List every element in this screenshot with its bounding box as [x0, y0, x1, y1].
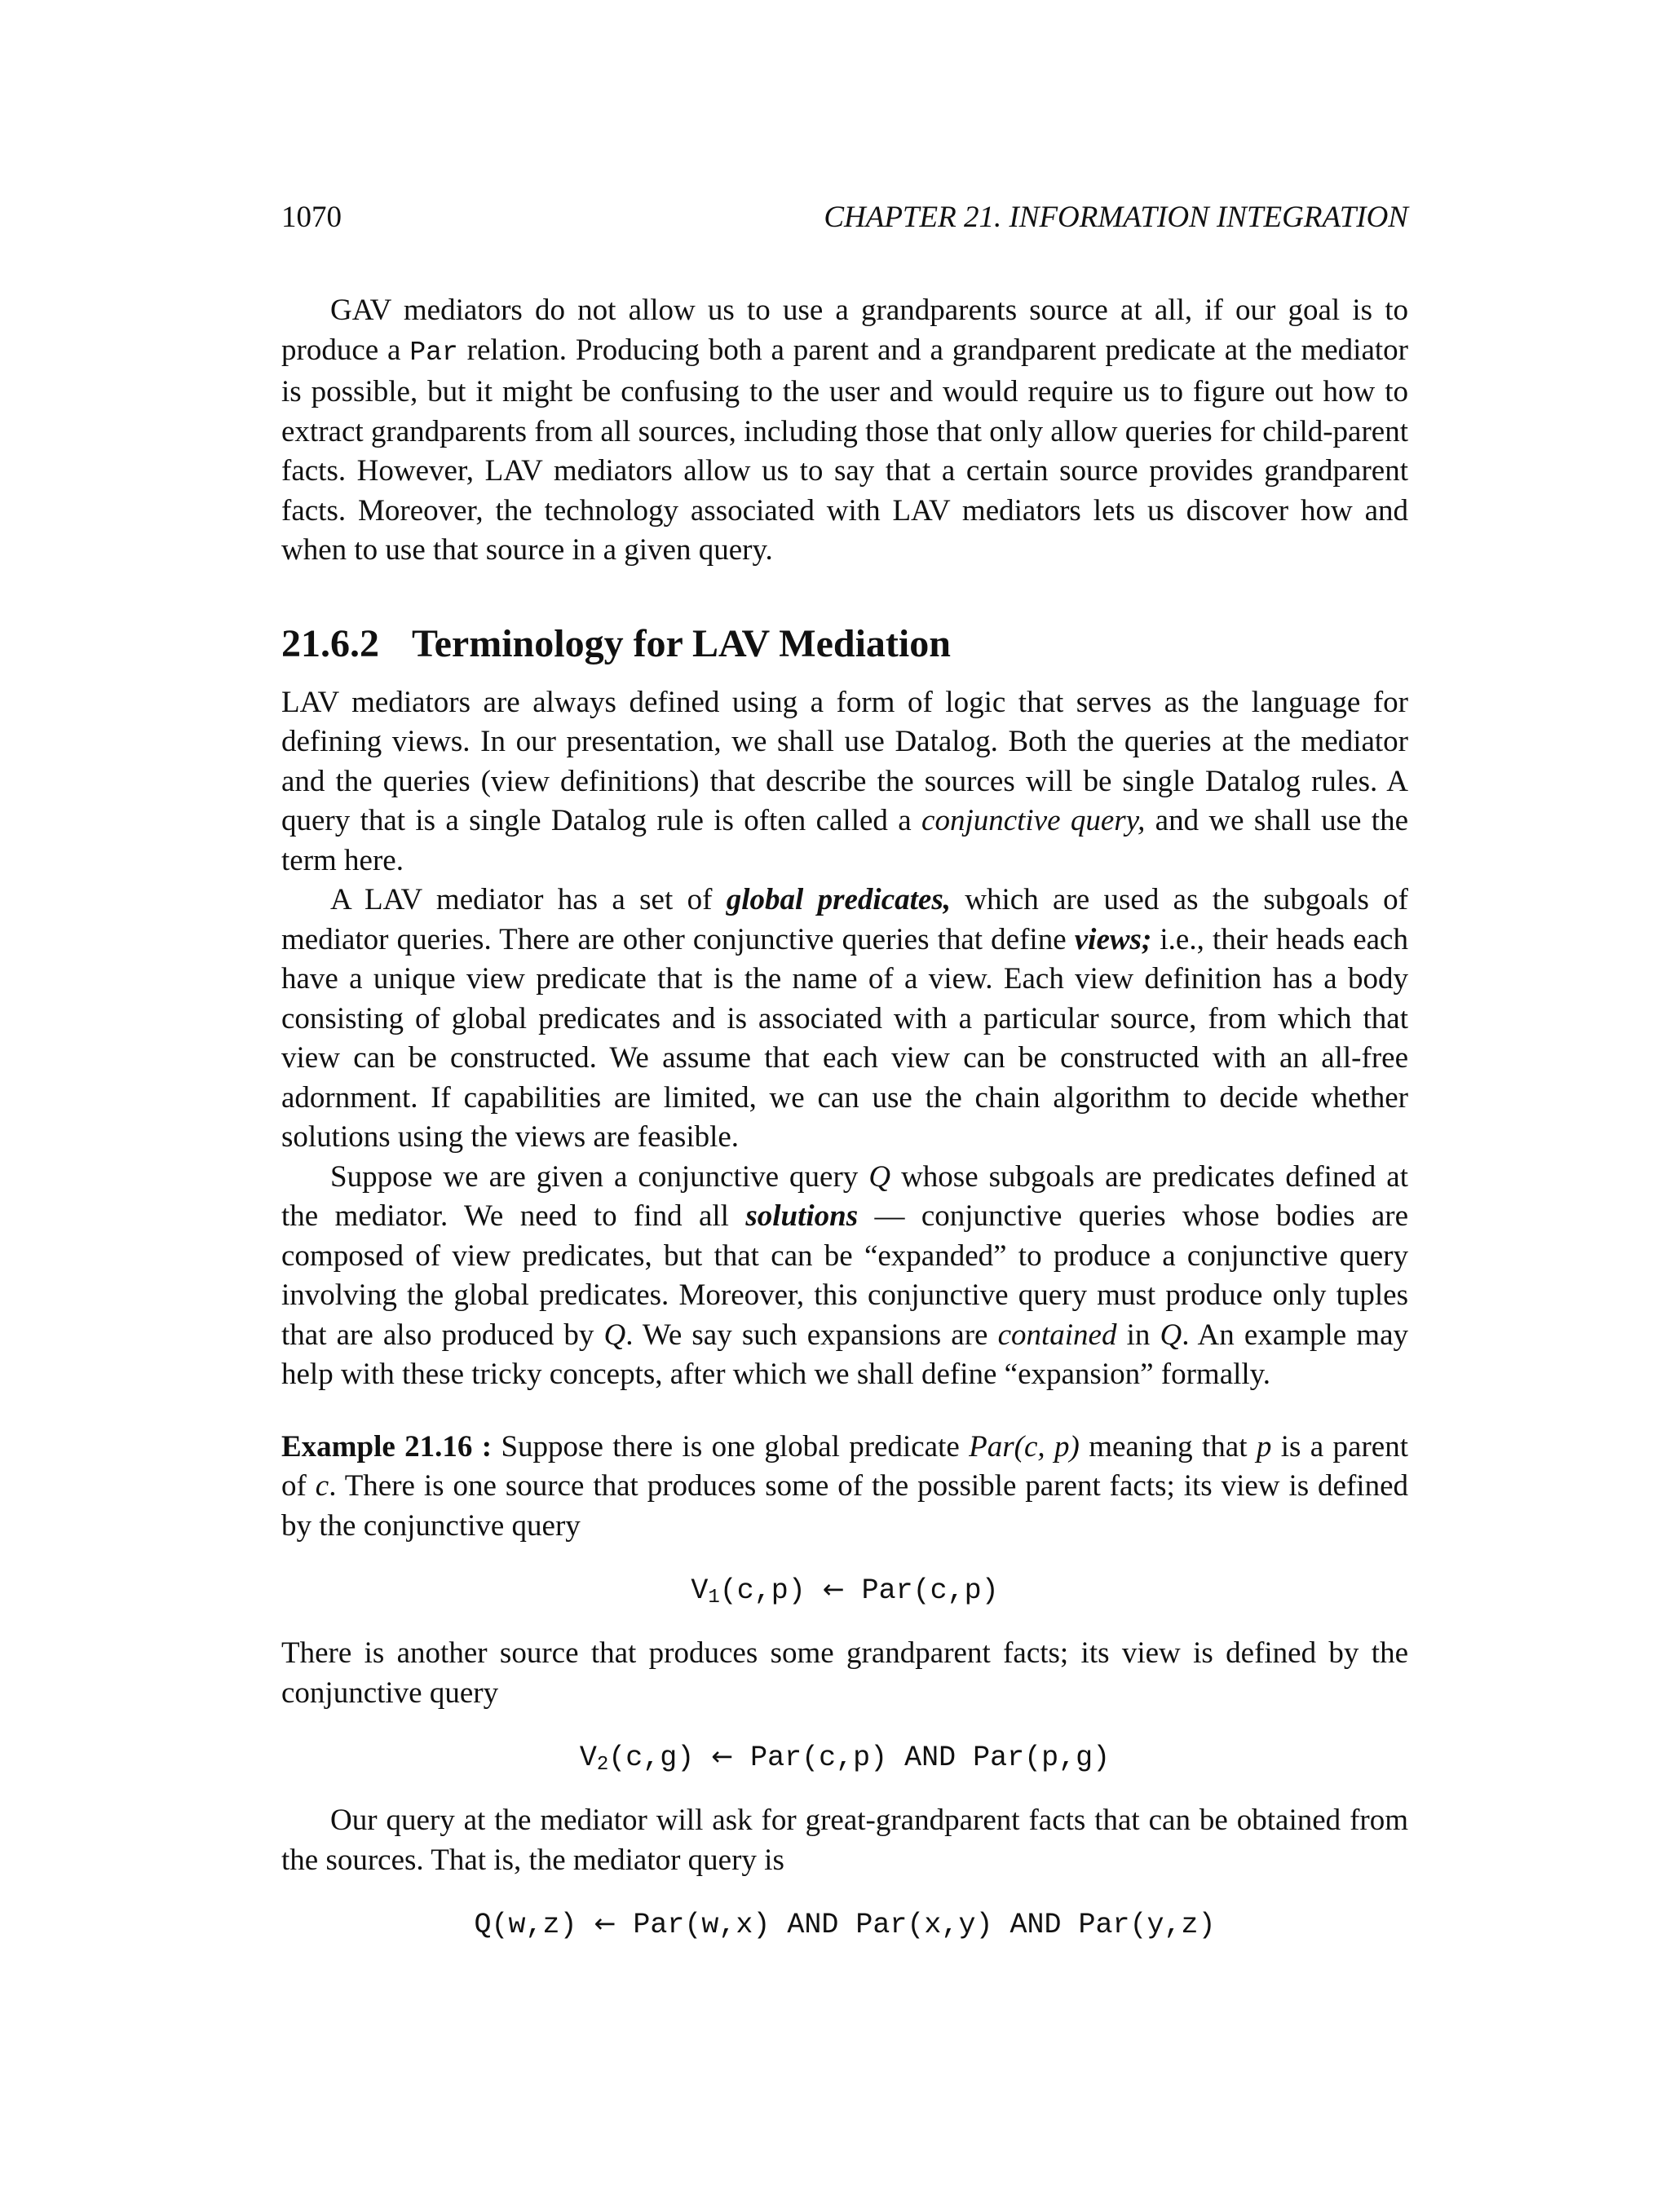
- page: [281, 200, 1408, 1968]
- term-conjunctive-query: conjunctive query,: [921, 804, 1146, 837]
- term-global-predicates: global predicates,: [726, 883, 951, 916]
- arrow-icon: ←: [594, 1908, 616, 1939]
- example-paragraph: Example 21.16 : Suppose there is one global predicate Par(c, p) meaning that p is a parent of c. There is one source that produces some of the possible parent facts; its view is defined by the conjunctive query: [281, 1429, 1409, 1543]
- term-views: views;: [1074, 922, 1152, 956]
- paragraph-lav-logic: LAV mediators are always defined using a form of logic that serves as the language for defining views. In our presentation, we shall use Datalog. Both the queries at the mediator and the queries (view definitions) that describe the sources will be single Datalog rules. A query that is a single Datalog rule is often called a conjunctive query, and we shall use the term here.: [281, 685, 1408, 877]
- arrow-icon: ←: [711, 1741, 734, 1772]
- term-contained: contained: [997, 1318, 1117, 1352]
- paragraph-gav-limitations: GAV mediators do not allow us to use a grandparents source at all, if our goal is to produce a Par relation. Producing both a parent and a grandparent predicate at the mediator is possible, but it might be confusing to the user and would require us to figure out how to extract grandparents from all sources, including those that only allow queries for child-parent facts. However, LAV mediators allow us to say that a certain source provides grandparent facts. Moreover, the technology associated with LAV mediators lets us discover how and when to use that source in a given query.: [281, 294, 1408, 567]
- section-heading: [281, 620, 1408, 669]
- running-header: [281, 200, 1408, 236]
- page-number: 1070: [281, 201, 342, 234]
- paragraph-grandparent-source: There is another source that produces some grandparent facts; its view is defined by the conjunctive query: [281, 1636, 1408, 1710]
- equation-q: Q(w,z) ← Par(w,x) AND Par(x,y) AND Par(y,z): [474, 1908, 1216, 1941]
- paragraph-mediator-query: Our query at the mediator will ask for great-grandparent facts that can be obtained from the sources. That is, the mediator query is: [281, 1804, 1408, 1877]
- section-title: Terminology for LAV Mediation: [412, 621, 951, 665]
- paragraph-global-predicates: A LAV mediator has a set of global predicates, which are used as the subgoals of mediator queries. There are other conjunctive queries that define views; i.e., their heads each have a unique view predicate that is the name of a view. Each view definition has a body consisting of global predicates and is associated with a particular source, from which that view can be constructed. We assume that each view can be constructed with an all-free adornment. If capabilities are limited, we can use the chain algorithm to decide whether solutions using the views are feasible.: [281, 883, 1408, 1154]
- section-number: 21.6.2: [281, 621, 379, 665]
- arrow-icon: ←: [822, 1574, 845, 1605]
- term-solutions: solutions: [745, 1199, 859, 1233]
- example-label: Example 21.16 :: [281, 1429, 493, 1464]
- par-code: Par: [409, 337, 458, 368]
- equation-v2: $V_2(c,g)$ ← Par(c,p) AND Par(p,g): [579, 1741, 1111, 1776]
- paragraph-solutions: Suppose we are given a conjunctive query Q whose subgoals are predicates defined at the mediator. We need to find all solutions — conjunctive queries whose bodies are composed of view predicates, but that can be “expanded” to produce a conjunctive query involving the global predicates. Moreover, this conjunctive query must produce only tuples that are also produced by Q. We say such expansions are contained in Q. An example may help with these tricky concepts, after which we shall define “expansion” formally.: [281, 1159, 1409, 1391]
- equation-v1: $V_1(c,p)$ ← Par(c,p): [691, 1574, 999, 1609]
- chapter-title: CHAPTER 21. INFORMATION INTEGRATION: [824, 201, 1408, 234]
